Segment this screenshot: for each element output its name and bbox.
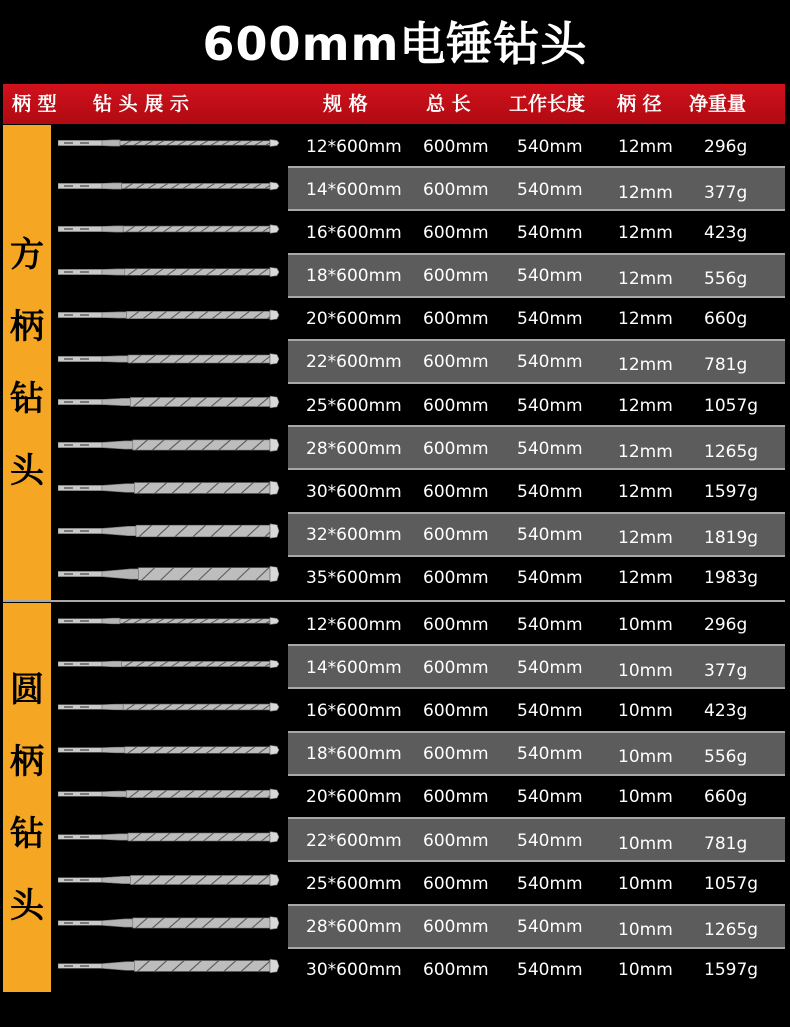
bit-image-row <box>58 306 280 324</box>
bit-image-row <box>58 871 280 889</box>
weight-cell: 1265g <box>704 441 759 462</box>
weight-cell: 1057g <box>704 873 759 894</box>
table-row <box>288 514 785 557</box>
drill-bit-image <box>58 220 280 238</box>
drill-bit-image <box>58 263 280 281</box>
total-length-cell: 600mm <box>423 960 489 981</box>
total-length-cell: 600mm <box>423 136 489 157</box>
weight-cell: 781g <box>704 833 748 854</box>
shank-diameter-cell: 10mm <box>618 960 673 981</box>
weight-cell: 377g <box>704 182 748 203</box>
spec-cell: 32*600mm <box>306 525 402 546</box>
total-length-cell: 600mm <box>423 568 489 589</box>
bit-image-row <box>58 220 280 238</box>
header-net-weight: 净重量 <box>689 93 747 115</box>
working-length-cell: 540mm <box>517 830 583 851</box>
weight-cell: 423g <box>704 222 748 243</box>
section-label-char: 柄 <box>10 306 44 347</box>
total-length-cell: 600mm <box>423 309 489 330</box>
working-length-cell: 540mm <box>517 568 583 589</box>
shank-diameter-cell: 12mm <box>618 182 673 203</box>
shank-diameter-cell: 10mm <box>618 614 673 635</box>
working-length-cell: 540mm <box>517 525 583 546</box>
table-row <box>288 427 785 470</box>
bit-image-row <box>58 565 280 583</box>
drill-bit-image <box>58 350 280 368</box>
shank-diameter-cell: 12mm <box>618 136 673 157</box>
working-length-cell: 540mm <box>517 614 583 635</box>
total-length-cell: 600mm <box>423 787 489 808</box>
bit-image-row <box>58 828 280 846</box>
drill-bit-image <box>58 785 280 803</box>
spec-cell: 20*600mm <box>306 309 402 330</box>
table-row <box>288 819 785 862</box>
table-row <box>288 689 785 732</box>
drill-bit-image <box>58 914 280 932</box>
weight-cell: 1819g <box>704 528 759 549</box>
total-length-cell: 600mm <box>423 352 489 373</box>
working-length-cell: 540mm <box>517 179 583 200</box>
spec-cell: 14*600mm <box>306 179 402 200</box>
shank-diameter-cell: 12mm <box>618 482 673 503</box>
working-length-cell: 540mm <box>517 266 583 287</box>
table-row <box>288 384 785 427</box>
table-row <box>288 949 785 992</box>
bit-image-row <box>58 479 280 497</box>
table-header <box>3 84 785 124</box>
bit-image-row <box>58 914 280 932</box>
spec-cell: 25*600mm <box>306 873 402 894</box>
table-row <box>288 125 785 168</box>
shank-diameter-cell: 10mm <box>618 787 673 808</box>
table-row <box>288 341 785 384</box>
header-spec: 规 格 <box>323 93 368 115</box>
table-row <box>288 733 785 776</box>
section-square-shank <box>3 125 785 600</box>
bit-image-row <box>58 698 280 716</box>
spec-cell: 18*600mm <box>306 266 402 287</box>
weight-cell: 1983g <box>704 568 759 589</box>
spec-cell: 22*600mm <box>306 352 402 373</box>
shank-diameter-cell: 10mm <box>618 747 673 768</box>
header-shank-type: 柄 型 <box>12 93 57 115</box>
spec-cell: 16*600mm <box>306 701 402 722</box>
working-length-cell: 540mm <box>517 309 583 330</box>
weight-cell: 556g <box>704 747 748 768</box>
drill-bit-image <box>58 134 280 152</box>
header-shank-diameter: 柄 径 <box>617 93 662 115</box>
total-length-cell: 600mm <box>423 179 489 200</box>
shank-diameter-cell: 12mm <box>618 309 673 330</box>
weight-cell: 423g <box>704 701 748 722</box>
section-label <box>3 125 51 600</box>
shank-diameter-cell: 12mm <box>618 222 673 243</box>
total-length-cell: 600mm <box>423 917 489 938</box>
total-length-cell: 600mm <box>423 482 489 503</box>
drill-bit-image <box>58 565 280 583</box>
shank-diameter-cell: 12mm <box>618 568 673 589</box>
working-length-cell: 540mm <box>517 222 583 243</box>
drill-bit-image <box>58 306 280 324</box>
spec-cell: 12*600mm <box>306 614 402 635</box>
section-label-char: 圆 <box>10 669 44 710</box>
shank-diameter-cell: 12mm <box>618 528 673 549</box>
shank-diameter-cell: 12mm <box>618 441 673 462</box>
drill-bit-image <box>58 612 280 630</box>
page-title: 600mm电锤钻头 <box>202 17 588 71</box>
header-total-length: 总 长 <box>426 93 471 115</box>
drill-bit-image <box>58 393 280 411</box>
bit-image-row <box>58 957 280 975</box>
table-row <box>288 776 785 819</box>
spec-cell: 12*600mm <box>306 136 402 157</box>
total-length-cell: 600mm <box>423 614 489 635</box>
spec-cell: 14*600mm <box>306 657 402 678</box>
section-label-char: 钻 <box>10 813 44 854</box>
working-length-cell: 540mm <box>517 136 583 157</box>
total-length-cell: 600mm <box>423 744 489 765</box>
bit-image-row <box>58 655 280 673</box>
total-length-cell: 600mm <box>423 222 489 243</box>
bit-image-row <box>58 436 280 454</box>
weight-cell: 781g <box>704 355 748 376</box>
drill-bit-image <box>58 957 280 975</box>
section-label-char: 方 <box>10 234 44 275</box>
spec-cell: 28*600mm <box>306 438 402 459</box>
shank-diameter-cell: 10mm <box>618 873 673 894</box>
drill-bit-image <box>58 698 280 716</box>
shank-diameter-cell: 10mm <box>618 701 673 722</box>
working-length-cell: 540mm <box>517 352 583 373</box>
working-length-cell: 540mm <box>517 701 583 722</box>
weight-cell: 1597g <box>704 482 759 503</box>
table-row <box>288 211 785 254</box>
section-label-char: 钻 <box>10 378 44 419</box>
weight-cell: 1265g <box>704 920 759 941</box>
working-length-cell: 540mm <box>517 873 583 894</box>
drill-bit-image <box>58 655 280 673</box>
table-row <box>288 557 785 600</box>
spec-cell: 18*600mm <box>306 744 402 765</box>
weight-cell: 1597g <box>704 960 759 981</box>
weight-cell: 660g <box>704 787 748 808</box>
drill-bit-image <box>58 828 280 846</box>
table-row <box>288 470 785 513</box>
bit-image-row <box>58 741 280 759</box>
total-length-cell: 600mm <box>423 873 489 894</box>
shank-diameter-cell: 10mm <box>618 660 673 681</box>
spec-cell: 16*600mm <box>306 222 402 243</box>
table-row <box>288 603 785 646</box>
drill-bit-image <box>58 522 280 540</box>
bit-display-column <box>53 603 287 992</box>
bit-image-row <box>58 393 280 411</box>
working-length-cell: 540mm <box>517 787 583 808</box>
section-round-shank <box>3 603 785 992</box>
table-row <box>288 646 785 689</box>
bit-image-row <box>58 177 280 195</box>
weight-cell: 296g <box>704 614 748 635</box>
working-length-cell: 540mm <box>517 917 583 938</box>
total-length-cell: 600mm <box>423 830 489 851</box>
header-working-length: 工作长度 <box>509 93 586 115</box>
total-length-cell: 600mm <box>423 395 489 416</box>
bit-image-row <box>58 134 280 152</box>
section-label-char: 头 <box>10 885 44 926</box>
drill-bit-image <box>58 436 280 454</box>
spec-rows <box>288 603 785 992</box>
table-row <box>288 298 785 341</box>
header-bit-display: 钻 头 展 示 <box>93 93 189 115</box>
working-length-cell: 540mm <box>517 395 583 416</box>
weight-cell: 660g <box>704 309 748 330</box>
total-length-cell: 600mm <box>423 701 489 722</box>
spec-cell: 20*600mm <box>306 787 402 808</box>
weight-cell: 1057g <box>704 395 759 416</box>
spec-rows <box>288 125 785 600</box>
spec-cell: 30*600mm <box>306 960 402 981</box>
total-length-cell: 600mm <box>423 525 489 546</box>
section-label-char: 头 <box>10 450 44 491</box>
section-divider <box>3 600 785 602</box>
working-length-cell: 540mm <box>517 657 583 678</box>
shank-diameter-cell: 10mm <box>618 920 673 941</box>
shank-diameter-cell: 10mm <box>618 833 673 854</box>
table-row <box>288 255 785 298</box>
total-length-cell: 600mm <box>423 266 489 287</box>
table-row <box>288 168 785 211</box>
shank-diameter-cell: 12mm <box>618 355 673 376</box>
section-label <box>3 603 51 992</box>
drill-bit-image <box>58 177 280 195</box>
bit-image-row <box>58 785 280 803</box>
spec-cell: 25*600mm <box>306 395 402 416</box>
total-length-cell: 600mm <box>423 438 489 459</box>
drill-bit-image <box>58 871 280 889</box>
bit-image-row <box>58 350 280 368</box>
table-row <box>288 862 785 905</box>
spec-cell: 35*600mm <box>306 568 402 589</box>
spec-cell: 28*600mm <box>306 917 402 938</box>
shank-diameter-cell: 12mm <box>618 269 673 290</box>
drill-bit-image <box>58 741 280 759</box>
spec-cell: 30*600mm <box>306 482 402 503</box>
weight-cell: 296g <box>704 136 748 157</box>
working-length-cell: 540mm <box>517 960 583 981</box>
drill-bit-image <box>58 479 280 497</box>
weight-cell: 556g <box>704 269 748 290</box>
bit-image-row <box>58 263 280 281</box>
bit-image-row <box>58 522 280 540</box>
shank-diameter-cell: 12mm <box>618 395 673 416</box>
section-label-char: 柄 <box>10 741 44 782</box>
working-length-cell: 540mm <box>517 744 583 765</box>
spec-cell: 22*600mm <box>306 830 402 851</box>
bit-display-column <box>53 125 287 600</box>
total-length-cell: 600mm <box>423 657 489 678</box>
bit-image-row <box>58 612 280 630</box>
weight-cell: 377g <box>704 660 748 681</box>
working-length-cell: 540mm <box>517 438 583 459</box>
table-row <box>288 906 785 949</box>
working-length-cell: 540mm <box>517 482 583 503</box>
